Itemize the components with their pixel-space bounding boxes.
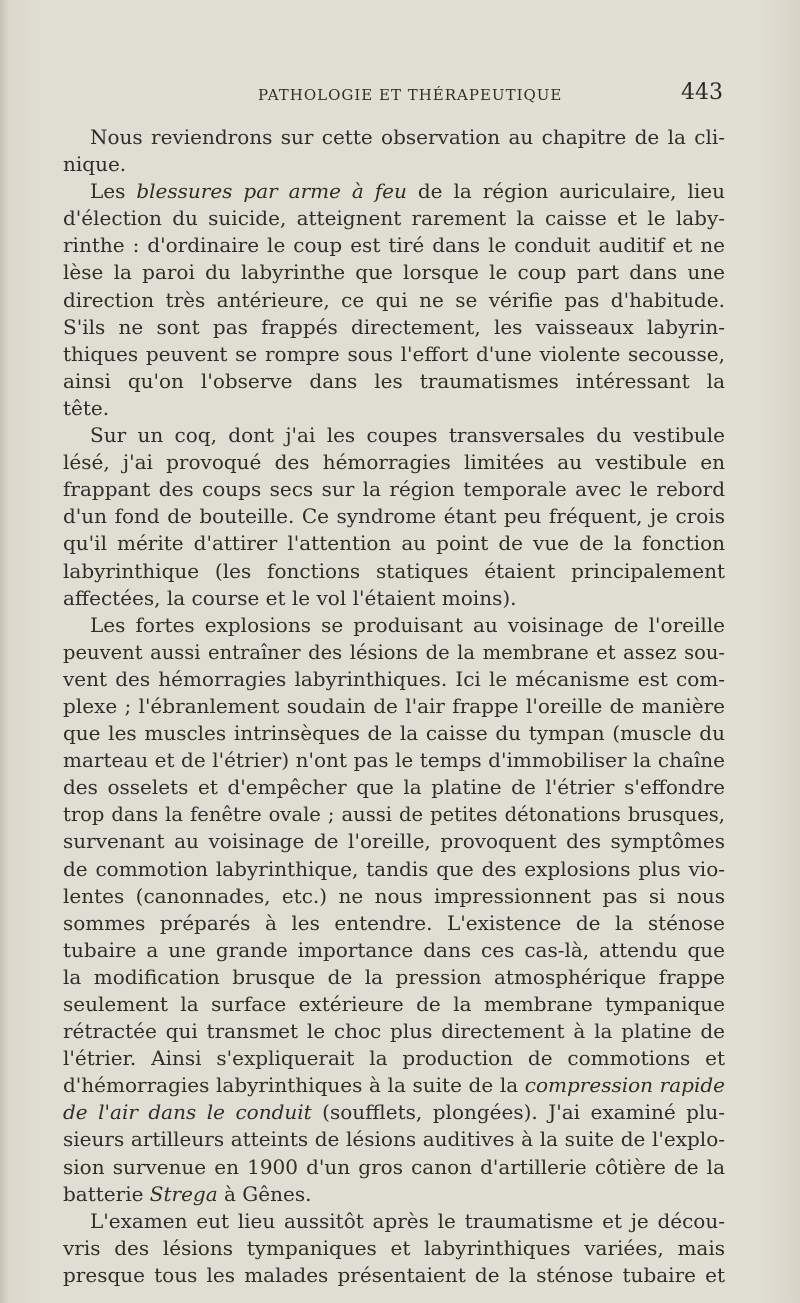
text-line: lentes (canonnades, etc.) ne nous impressionnent pas si nous <box>63 883 725 908</box>
text-line: d'élection du suicide, atteignent rarement la caisse et le laby- <box>63 206 725 231</box>
text-line: rinthe : d'ordinaire le coup est tiré dans le conduit auditif et ne <box>63 233 725 258</box>
page-number: 443 <box>681 80 723 105</box>
text-line: frappant des coups secs sur la région temporale avec le rebord <box>63 477 725 502</box>
italic-phrase: de l'air dans le conduit <box>63 1100 312 1125</box>
text-line: de l'air dans le conduit (soufflets, plongées). J'ai examiné plu- <box>63 1100 725 1125</box>
text-line: Sur un coq, dont j'ai les coupes transversales du vestibule <box>90 423 725 448</box>
text-line: survenant au voisinage de l'oreille, provoquent des symptômes <box>63 829 725 854</box>
text-line: S'ils ne sont pas frappés directement, les vaisseaux labyrin- <box>63 314 725 339</box>
text-line: direction très antérieure, ce qui ne se vérifie pas d'habitude. <box>63 287 725 312</box>
text-line: nique. <box>63 152 127 177</box>
italic-phrase: blessures par arme à feu <box>136 179 407 204</box>
text-line: Nous reviendrons sur cette observation au chapitre de la cli- <box>90 125 725 149</box>
text-line: batterie Strega à Gênes. <box>63 1181 312 1206</box>
italic-phrase: Strega <box>149 1181 218 1206</box>
text-line: lésé, j'ai provoqué des hémorragies limitées au vestibule en <box>63 450 725 475</box>
text-line: d'un fond de bouteille. Ce syndrome étant peu fréquent, je crois <box>63 504 725 529</box>
text-line: seulement la surface extérieure de la membrane tympanique <box>63 992 725 1016</box>
text-line: d'hémorragies labyrinthiques à la suite de la compression rapide <box>63 1073 725 1098</box>
text-line: vris des lésions tympaniques et labyrinthiques variées, mais <box>63 1235 725 1260</box>
text-line: tête. <box>63 395 110 420</box>
text-line: des osselets et d'empêcher que la platine de l'étrier s'effondre <box>63 775 725 800</box>
text-line: thiques peuvent se rompre sous l'effort d'une violente secousse, <box>63 341 725 366</box>
text-line: sieurs artilleurs atteints de lésions auditives à la suite de l'explo- <box>63 1127 725 1152</box>
italic-phrase: compression rapide <box>524 1073 725 1098</box>
text-line: Les blessures par arme à feu de la région auriculaire, lieu <box>90 179 725 204</box>
text-line: sion survenue en 1900 d'un gros canon d'artillerie côtière de la <box>63 1154 725 1179</box>
text-line: sommes préparés à les entendre. L'existence de la sténose <box>63 910 725 935</box>
text-line: L'examen eut lieu aussitôt après le traumatisme et je décou- <box>90 1208 725 1233</box>
text-line: que les muscles intrinsèques de la caisse du tympan (muscle du <box>63 721 725 746</box>
text-line: la modification brusque de la pression atmosphérique frappe <box>63 964 725 989</box>
text-line: Les fortes explosions se produisant au voisinage de l'oreille <box>90 612 725 637</box>
text-line: ainsi qu'on l'observe dans les traumatismes intéressant la <box>63 368 725 393</box>
text-line: l'étrier. Ainsi s'expliquerait la production de commotions et <box>63 1046 725 1071</box>
text-line: labyrinthique (les fonctions statiques étaient principalement <box>63 558 725 583</box>
text-line: qu'il mérite d'attirer l'attention au point de vue de la fonction <box>63 531 725 556</box>
text-line: plexe ; l'ébranlement soudain de l'air frappe l'oreille de manière <box>63 693 725 718</box>
text-line: lèse la paroi du labyrinthe que lorsque le coup part dans une <box>63 260 725 285</box>
text-line: marteau et de l'étrier) n'ont pas le temps d'immobiliser la chaîne <box>63 748 725 773</box>
text-line: de commotion labyrinthique, tandis que des explosions plus vio- <box>63 856 725 881</box>
text-line: affectées, la course et le vol l'étaient moins). <box>63 585 517 610</box>
page-header <box>0 80 800 114</box>
text-line: peuvent aussi entraîner des lésions de la membrane et assez sou- <box>63 640 725 664</box>
running-title: PATHOLOGIE ET THÉRAPEUTIQUE <box>258 86 563 104</box>
text-line: tubaire a une grande importance dans ces cas-là, attendu que <box>63 937 725 962</box>
text-line: presque tous les malades présentaient de la sténose tubaire et <box>63 1262 725 1287</box>
text-line: rétractée qui transmet le choc plus directement à la platine de <box>63 1019 725 1044</box>
text-line: trop dans la fenêtre ovale ; aussi de petites détonations brusques, <box>63 803 725 827</box>
body-text <box>63 124 725 1289</box>
text-line: vent des hémorragies labyrinthiques. Ici le mécanisme est com- <box>63 666 725 691</box>
